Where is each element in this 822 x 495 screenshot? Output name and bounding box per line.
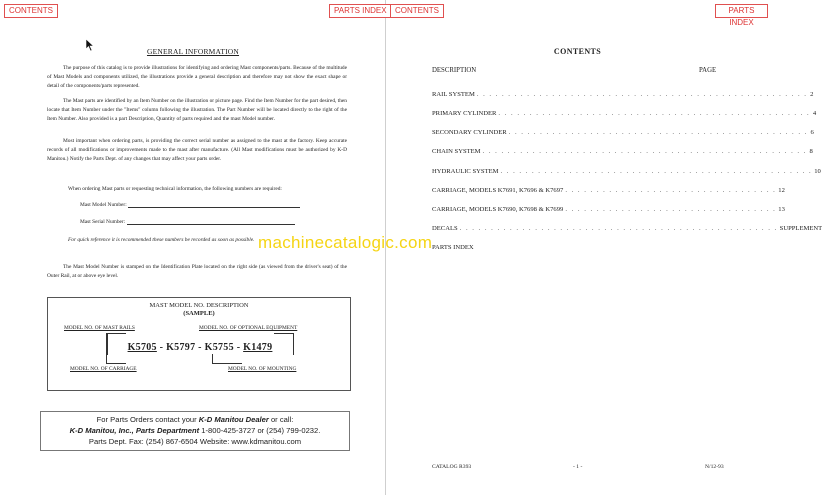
footer-page-number: - 1 - [573, 464, 583, 470]
mast-serial-label: Mast Serial Number: [80, 219, 126, 225]
watermark-text: machinecatalogic.com [258, 233, 433, 252]
contact-line-2: K-D Manitou, Inc., Parts Department 1-800-425-3727 or (254) 799-0232. [69, 426, 321, 435]
label-optional-equipment: MODEL NO. OF OPTIONAL EQUIPMENT [199, 325, 298, 331]
toc-item-parts-index[interactable]: PARTS INDEX [432, 244, 474, 251]
ordering-intro: When ordering Mast parts or requesting technical information, the following numbers are required: [68, 186, 282, 192]
mast-model-field [80, 202, 300, 208]
contact-line-3: Parts Dept. Fax: (254) 867-6504 Website: www.kdmanitou.com [88, 437, 302, 446]
sample-model-number: K5705 - K5797 - K5755 - K1479 [127, 342, 273, 353]
label-mast-rails: MODEL NO. OF MAST RAILS [64, 325, 135, 331]
label-carriage: MODEL NO. OF CARRIAGE [70, 366, 137, 372]
mast-model-sample-box [47, 297, 351, 391]
page-column-header: PAGE [699, 67, 717, 74]
description-column-header: DESCRIPTION [432, 67, 477, 74]
mast-model-line [128, 202, 300, 208]
footer-date-code: N/12-93 [705, 464, 724, 470]
toc-item-hydraulic-system[interactable]: HYDRAULIC SYSTEM . . . . . . . . . . . . . . . . . . . . . . . . . . . . . . . . . . . . . . . . . . . . . . . . . . 10 [432, 168, 821, 175]
label-mounting: MODEL NO. OF MOUNTING [228, 366, 297, 372]
toc-item-rail-system[interactable]: RAIL SYSTEM . . . . . . . . . . . . . . . . . . . . . . . . . . . . . . . . . . . . . . . . . . . . . . . . . . . . . 2 [432, 91, 814, 98]
mouse-cursor-icon [85, 38, 95, 52]
contact-line-1: For Parts Orders contact your K-D Manitou Dealer or call: [96, 415, 294, 424]
item-number-paragraph: The Mast parts are identified by an Item Number on the illustration or picture page. Find the Item Number for the part desired, then locate that Item Number under the "Items" column following the illustration. The Part Number will be located directly to the right of the Item Number. Also provided is a part Description, Quantity of parts required and the mast Model number. [47, 98, 347, 122]
toc-item-primary-cylinder[interactable]: PRIMARY CYLINDER . . . . . . . . . . . . . . . . . . . . . . . . . . . . . . . . . . . . . . . . . . . . . . . . . . 4 [432, 110, 817, 117]
bracket-carriage [106, 354, 126, 364]
quick-reference-note: For quick reference it is recommended these numbers be recorded as soon as possible. [68, 237, 255, 243]
contents-button-right[interactable]: CONTENTS [390, 4, 444, 18]
mast-model-label: Mast Model Number: [80, 202, 127, 208]
right-page [387, 0, 822, 495]
parts-contact-box [40, 411, 350, 451]
stamp-location-paragraph: The Mast Model Number is stamped on the Identification Plate located on the right side (as viewed from the driver's seat) of the Outer Rail, at or above eye level. [47, 264, 347, 279]
sample-box-title: MAST MODEL NO. DESCRIPTION (SAMPLE) [149, 302, 249, 317]
bracket-rails-vertical [106, 333, 108, 355]
toc-item-carriage-k7691[interactable]: CARRIAGE, MODELS K7691, K7696 & K7697 . . . . . . . . . . . . . . . . . . . . . . . . . . . . . . . . . . 12 [432, 187, 785, 194]
toc-item-carriage-k7690[interactable]: CARRIAGE, MODELS K7690, K7698 & K7699 . . . . . . . . . . . . . . . . . . . . . . . . . . . . . . . . . . 13 [432, 206, 785, 213]
toc-item-decals[interactable]: DECALS . . . . . . . . . . . . . . . . . . . . . . . . . . . . . . . . . . . . . . . . . . . . . . . . . . . SUPPLEMENT [432, 225, 822, 232]
general-information-title: GENERAL INFORMATION [146, 47, 240, 56]
toc-item-chain-system[interactable]: CHAIN SYSTEM . . . . . . . . . . . . . . . . . . . . . . . . . . . . . . . . . . . . . . . . . . . . . . . . . . . . 8 [432, 148, 813, 155]
parts-index-button-right[interactable]: PARTS INDEX [715, 4, 768, 18]
footer-catalog-number: CATALOG R393 [432, 464, 472, 470]
contents-title: CONTENTS [553, 47, 602, 56]
parts-index-button-left[interactable]: PARTS INDEX [329, 4, 392, 18]
mast-serial-field [80, 219, 295, 225]
bracket-mounting [212, 354, 242, 364]
mast-serial-line [127, 219, 295, 225]
purpose-paragraph: The purpose of this catalog is to provide illustrations for identifying and ordering Mast components/parts. Because of the multitude of Mast Models and components utilized, the illustrations provide a general description and therefore may not show the exact shape or detail of the components/parts represented. [47, 65, 347, 89]
toc-item-secondary-cylinder[interactable]: SECONDARY CYLINDER . . . . . . . . . . . . . . . . . . . . . . . . . . . . . . . . . . . . . . . . . . . . . . . . 6 [432, 129, 814, 136]
contents-button-left[interactable]: CONTENTS [4, 4, 58, 18]
serial-number-paragraph: Most important when ordering parts, is providing the correct serial number as assigned to the mast at the factory. Keep accurate records of all modifications or improvements made to the mast after manufacture. (All Mast modifications must be authorized by K-D Manitou.) Notify the Parts Dept. of any changes that may affect your parts order. [47, 138, 347, 162]
